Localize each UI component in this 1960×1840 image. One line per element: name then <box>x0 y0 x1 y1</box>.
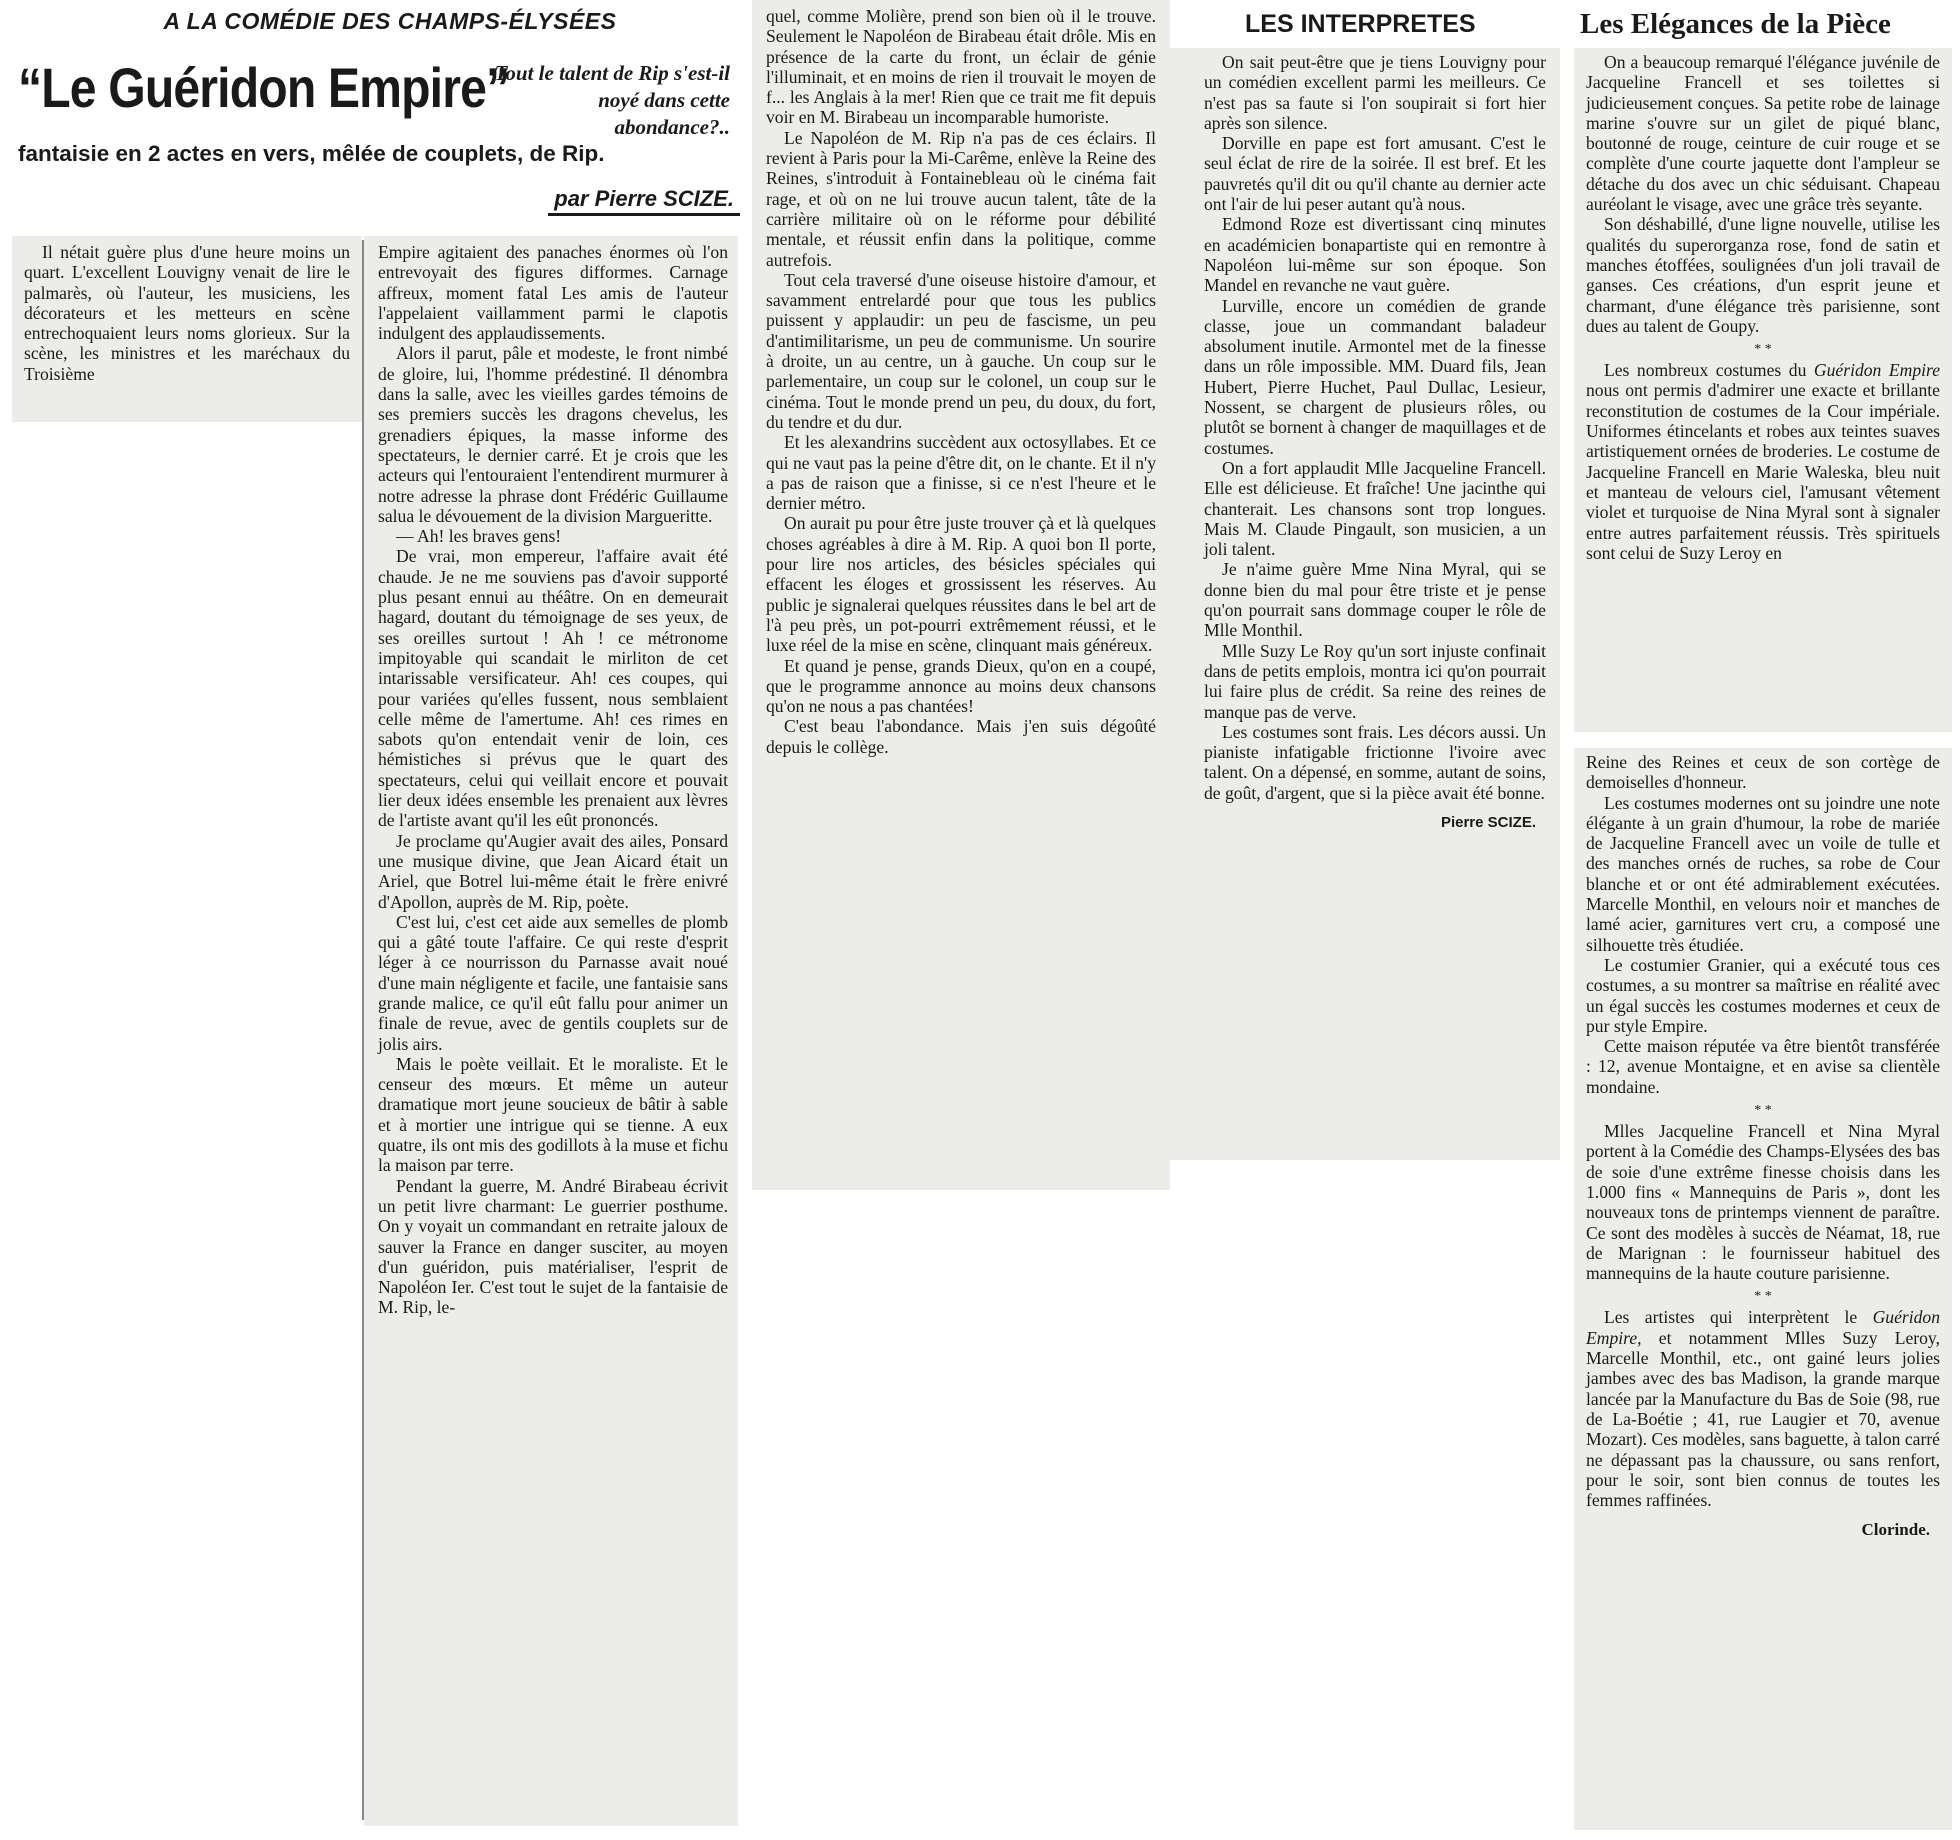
interpretes-paragraph: Edmond Roze est divertissant cinq minutes en académicien bonapartiste qui en remontre à Napoléon lui-même sur son époque. Son Mandel en revanche ne vaut guère. <box>1204 214 1546 296</box>
col2-paragraph: De vrai, mon empereur, l'affaire avait été chaude. Je ne me souviens pas d'avoir supporté plus pesant ennui au théâtre. On en demeurait hagard, doutant du témoignage de ses yeux, de ses oreilles surtout ! Ah ! ce métronome impitoyable qui scandait le mirliton de cet intarissable versificateur. Ah! ces coupes, qui pour variées qu'elles fussent, nous semblaient celle même de l'amertume. Ah! ces rimes en sabots qu'on entendait venir de loin, ces hémistiches si prévus que le quart des spectateurs, celui qui veillait encore et pouvait lier deux idées ensemble les prenaient aux lèvres de l'artiste avant qu'il les eût prononcés. <box>378 546 728 831</box>
col2-paragraph: Empire agitaient des panaches énormes où l'on entrevoyait des figures difformes. Carnage affreux, moment fatal Les amis de l'auteur l'appelaient vaillamment parmi le clapotis indulgent des applaudissements. <box>378 242 728 344</box>
col3-paragraph: Et quand je pense, grands Dieux, qu'on en a coupé, que le programme annonce au moins deux chansons qu'on ne nous a pas chantées! <box>766 655 1156 717</box>
costume-lead: Les nombreux costumes du <box>1604 360 1807 381</box>
elegances-paragraph: Son déshabillé, d'une ligne nouvelle, utilise les qualités du superorganza rose, fond de satin et manches étoffées, soulignées d'un joli travail de ganses. Ces créations, d'un esprit jeune et charmant, d'une élégance très parisienne, sont dues au talent de Goupy. <box>1586 214 1940 336</box>
headline-aside: Tout le talent de Rip s'est-il noyé dans cette abondance?.. <box>494 61 730 139</box>
col2-paragraph: Mais le poète veillait. Et le moraliste. Et le censeur des mœurs. Et même un auteur dramatique mort jeune soucieux de bâtir à sable et à mortier une intrigue qui se tienne. A eux quatre, ils ont mis des godillots à la muse et fichu la maison par terre. <box>378 1053 728 1176</box>
byline-text: par Pierre SCIZE. <box>548 186 740 216</box>
interpretes-signature: Pierre SCIZE. <box>1440 813 1536 831</box>
elegances-paragraph: Reine des Reines et ceux de son cortège de demoiselles d'honneur. <box>1586 752 1940 793</box>
elegances-paragraph: Le costumier Granier, qui a exécuté tous ces costumes, a su montrer sa maîtrise en réalité avec un égal succès les costumes modernes et ceux de pur style Empire. <box>1586 954 1940 1036</box>
elegances-paragraph: Mlles Jacqueline Francell et Nina Myral portent à la Comédie des Champs-Elysées des bas de soie d'une extrême finesse choisis dans les 1.000 fins « Mannequins de Paris », dont les nouveaux tons de printemps viennent de paraître. Ce sont des modèles à succès de Néamat, 18, rue de Marignan : le fournisseur habituel des mannequins de la haute couture parisienne. <box>1586 1121 1940 1284</box>
interpretes-paragraph: Dorville en pape est fort amusant. C'est le seul éclat de rire de la soirée. Il est bref. Et les pauvretés qu'il dit ou qu'il chante au dernier acte ont l'air de lui peser autant qu'à nous. <box>1204 133 1546 215</box>
col3-paragraph: quel, comme Molière, prend son bien où il le trouve. Seulement le Napoléon de Birabeau était drôle. Mis en présence de la carte du front, un éclair de génie l'illuminait, et en moins de rien il trouvait le moyen de f... les Anglais à la mer! Rien que ce trait me fit depuis voir en M. Birabeau un incomparable humoriste. <box>766 6 1156 128</box>
headline: “Le Guéridon Empire” <box>18 56 510 119</box>
col2-paragraph: Je proclame qu'Augier avait des ailes, Ponsard une musique divine, que Jean Aicard était un Ariel, que Botrel lui-même était le frère enivré d'Apollon, auprès de M. Rip, poète. <box>378 830 728 912</box>
article-column-3 <box>752 0 1170 1190</box>
col2-paragraph: Alors il parut, pâle et modeste, le front nimbé de gloire, lui, l'homme prédestiné. Il dénombra dans la salle, avec les vieilles gardes témoins de ses premiers succès les dragons chevelus, les grenadiers épiques, la masse informe des spectateurs, le dernier carré. Et je crois que les acteurs qui l'entouraient l'entendirent murmurer à notre adresse la phrase dont Frédéric Guillaume salua le dévouement de la division Margueritte. <box>378 343 728 526</box>
separator-stars: * * <box>1754 1289 1772 1305</box>
elegances-column-bottom <box>1574 748 1952 1830</box>
interpretes-column <box>1170 48 1560 1160</box>
subtitle: fantaisie en 2 actes en vers, mêlée de couplets, de Rip. <box>18 141 605 166</box>
col3-paragraph: Et les alexandrins succèdent aux octosyllabes. Et ce qui ne vaut pas la peine d'être dit, on le chante. Et il n'y a pas de raison que a finisse, si ce n'est l'heure et le dernier métro. <box>766 432 1156 514</box>
col3-paragraph: Tout cela traversé d'une oiseuse histoire d'amour, et savamment entrelardé pour que tous les publics puissent y applaudir: un peu de fascisme, un peu d'antimilitarisme, un peu de communisme. Un sourire à droite, un au centre, un à gauche. Un coup sur le parlementaire, un coup sur le colonel, un coup sur le cinéma. Tout le monde prend un peu, du doux, du fort, du tendre et du dur. <box>766 269 1156 432</box>
col2-paragraph: C'est lui, c'est cet aide aux semelles de plomb qui a gâté toute l'affaire. Ce qui reste d'esprit léger à ce nourrisson du Parnasse avait noué d'une main négligente et facile, une fantaisie sans grande malice, ce qu'il eût fallu pour animer un finale de revue, avec de gentils couplets sur de jolis airs. <box>378 911 728 1054</box>
elegances-signature: Clorinde. <box>1861 1520 1930 1540</box>
col3-paragraph: On aurait pu pour être juste trouver çà et là quelques choses agréables à dire à M. Rip. A quoi bon Il porte, pour lire nos articles, des bésicles spéciales qui effacent les éloges et grossissent les réserves. Au public je signalerai quelques réussites dans le bel art de l'à peu près, un pot-pourri extrêmement réussi, et le luxe réel de la mise en scène, clinquant mais généreux. <box>766 513 1156 656</box>
separator-stars: * * <box>1754 1103 1772 1119</box>
costume-text: nous ont permis d'admirer une exacte et brillante reconstitution de costumes de la Cour impériale. Uniformes étincelants et robes aux teintes suaves artistiquement ornées de broderies. Le costume de Jacqueline Francell en Marie Waleska, bleu nuit et manteau de velours ciel, l'amusant vêtement violet et turquoise de Nina Myral sont à signaler entre autres parfaitement réussis. Très spirituels sont celui de Suzy Leroy en <box>1586 380 1940 563</box>
play-title-italic: Guéridon Empire <box>1813 360 1941 381</box>
interpretes-paragraph: Lurville, encore un comédien de grande classe, joue un commandant baladeur absolument inutile. Armontel met de la finesse dans un rôle impossible. MM. Duard fils, Jean Hubert, Pierre Huchet, Paul Dullac, Lesieur, Nossent, se chargent de plusieurs rôles, ou plutôt se bornent à changer de maquillages et de costumes. <box>1204 295 1546 458</box>
article-lead-paragraph: Il nétait guère plus d'une heure moins un quart. L'excellent Louvigny venait de lire le palmarès, où l'auteur, les musiciens, les décorateurs et les metteurs en scène entrechoquaient leurs noms glorieux. Sur la scène, les ministres et les maréchaux du Troisième <box>24 242 350 384</box>
interpretes-paragraph: Les costumes sont frais. Les décors aussi. Un pianiste infatigable frictionne l'ivoire avec talent. On a dépensé, en somme, autant de soins, de goût, d'argent, que si la pièce avait été bonne. <box>1204 721 1546 803</box>
article-column-2 <box>364 236 738 1826</box>
col3-paragraph: C'est beau l'abondance. Mais j'en suis dégoûté depuis le collège. <box>766 716 1156 757</box>
col2-paragraph: — Ah! les braves gens! <box>396 526 562 547</box>
column-rule <box>362 240 364 1820</box>
separator-stars: * * <box>1754 342 1772 358</box>
article-lead-clipping <box>12 236 362 422</box>
section-heading-elegances: Les Elégances de la Pièce <box>1580 8 1891 40</box>
artists-lead: Les artistes qui interprètent le <box>1604 1307 1858 1328</box>
play-title-italic: Guéridon Empire, <box>1586 1307 1940 1348</box>
elegances-paragraph: Cette maison réputée va être bientôt transférée : 12, avenue Montaigne, et en avise sa clientèle mondaine. <box>1586 1036 1940 1097</box>
elegances-paragraph <box>1586 1307 1940 1510</box>
byline <box>440 186 740 212</box>
col3-paragraph: Le Napoléon de M. Rip n'a pas de ces éclairs. Il revient à Paris pour la Mi-Carême, enlève la Reine des Reines, s'introduit à Fontainebleau où le cinéma fait rage, et où on ne lui trouve aucun talent, tâte de la carrière militaire où on le réforme pour débilité mentale, et réussit enfin dans la politique, comme autrefois. <box>766 127 1156 270</box>
col2-paragraph: Pendant la guerre, M. André Birabeau écrivit un petit livre charmant: Le guerrier posthume. On y voyait un commandant en retraite jaloux de sauver la France en danger susciter, au moyen d'un guéridon, puis matérialiser, l'esprit de Napoléon Ier. C'est tout le sujet de la fantaisie de M. Rip, le- <box>378 1175 728 1318</box>
section-kicker: A LA COMÉDIE DES CHAMPS-ÉLYSÉES <box>163 8 617 34</box>
elegances-paragraph: Les costumes modernes ont su joindre une note élégante à un grain d'humour, la robe de mariée de Jacqueline Francell avec un voile de tulle et des manches ornés de ruches, sa robe de Cour blanche et or ont été admirablement exécutées. Marcelle Monthil, en velours noir et manches de lamé acier, garnitures vert cru, a composé une silhouette très étudiée. <box>1586 792 1940 955</box>
elegances-paragraph <box>1586 360 1940 563</box>
elegances-column-top <box>1574 48 1952 732</box>
section-heading-interpretes: LES INTERPRETES <box>1245 10 1476 38</box>
interpretes-paragraph: On sait peut-être que je tiens Louvigny pour un comédien excellent parmi les meilleurs. Ce n'est pas sa faute si l'on soupirait si fort hier après son silence. <box>1204 52 1546 133</box>
artists-text: et notamment Mlles Suzy Leroy, Marcelle Monthil, etc., ont gainé leurs jolies jambes avec des bas Madison, la grande marque lancée par la Manufacture du Bas de Soie (98, rue de La-Boétie ; 41, rue Laugier et 70, avenue Mozart). Ces modèles, sans baguette, à talon carré ne dépassant pas la chaussure, ou sans renfort, pour le soir, sont bien connus de toutes les femmes raffinées. <box>1586 1327 1940 1511</box>
interpretes-paragraph: Je n'aime guère Mme Nina Myral, qui se donne bien du mal pour être triste et je pense qu'on pourrait sans dommage couper le rôle de Mlle Monthil. <box>1204 559 1546 641</box>
elegances-paragraph: On a beaucoup remarqué l'élégance juvénile de Jacqueline Francell et ses toilettes si judicieusement conçues. Sa petite robe de lainage marine s'ouvre sur un gilet de piqué blanc, boutonné de rouge, ceinture de cuir rouge et se complète d'une courte jaquette dont l'ampleur se détache du dos avec un chic séduisant. Chapeau auréolant le visage, avec une grâce très seyante. <box>1586 52 1940 215</box>
interpretes-paragraph: Mlle Suzy Le Roy qu'un sort injuste confinait dans de petits emplois, montra ici qu'on pourrait lui faire plus de crédit. Sa reine des reines de manque pas de verve. <box>1204 640 1546 722</box>
interpretes-paragraph: On a fort applaudit Mlle Jacqueline Francell. Elle est délicieuse. Et fraîche! Une jacinthe qui chanterait. Les chansons sont trop longues. Mais M. Claude Pingault, son musicien, a un joli talent. <box>1204 457 1546 560</box>
